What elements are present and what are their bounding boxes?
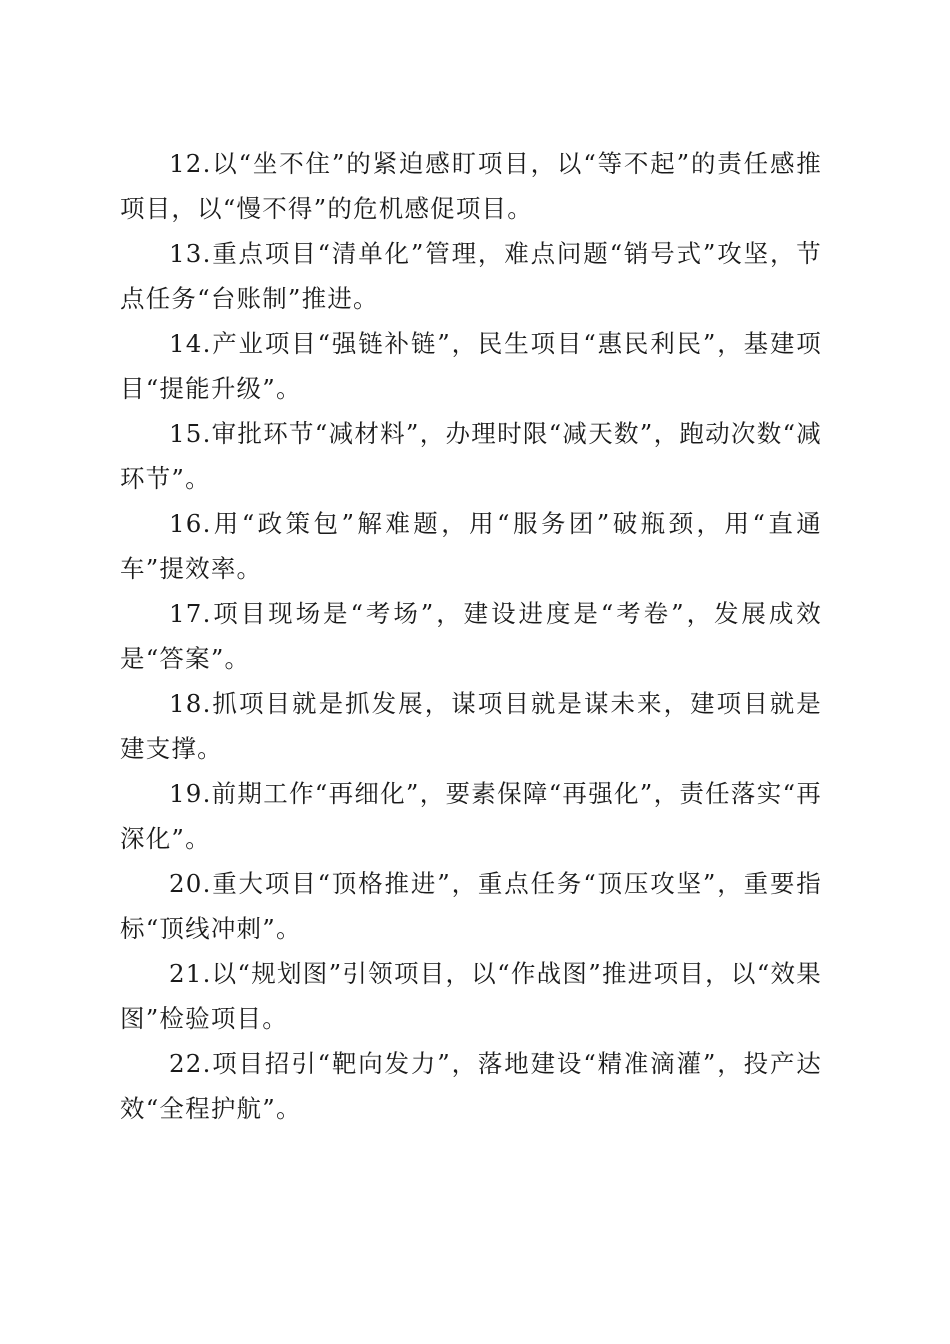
paragraph-19: 19.前期工作“再细化”，要素保障“再强化”，责任落实“再深化”。: [120, 779, 822, 853]
paragraph-12: 12.以“坐不住”的紧迫感盯项目，以“等不起”的责任感推项目，以“慢不得”的危机感促项目。: [120, 149, 822, 223]
paragraph-17: 17.项目现场是“考场”，建设进度是“考卷”，发展成效是“答案”。: [120, 599, 822, 673]
paragraph-18: 18.抓项目就是抓发展，谋项目就是谋未来，建项目就是建支撑。: [120, 689, 822, 763]
paragraph-15: 15.审批环节“减材料”，办理时限“减天数”，跑动次数“减环节”。: [120, 419, 822, 493]
paragraph-21: 21.以“规划图”引领项目，以“作战图”推进项目，以“效果图”检验项目。: [120, 959, 822, 1033]
paragraph-20: 20.重大项目“顶格推进”，重点任务“顶压攻坚”，重要指标“顶线冲刺”。: [120, 869, 822, 943]
paragraph-22: 22.项目招引“靶向发力”，落地建设“精准滴灌”，投产达效“全程护航”。: [120, 1049, 822, 1123]
paragraph-14: 14.产业项目“强链补链”，民生项目“惠民利民”，基建项目“提能升级”。: [120, 329, 822, 403]
paragraph-16: 16.用“政策包”解难题，用“服务团”破瓶颈，用“直通车”提效率。: [120, 509, 822, 583]
paragraph-13: 13.重点项目“清单化”管理，难点问题“销号式”攻坚，节点任务“台账制”推进。: [120, 239, 822, 313]
document-body: [120, 141, 822, 1131]
